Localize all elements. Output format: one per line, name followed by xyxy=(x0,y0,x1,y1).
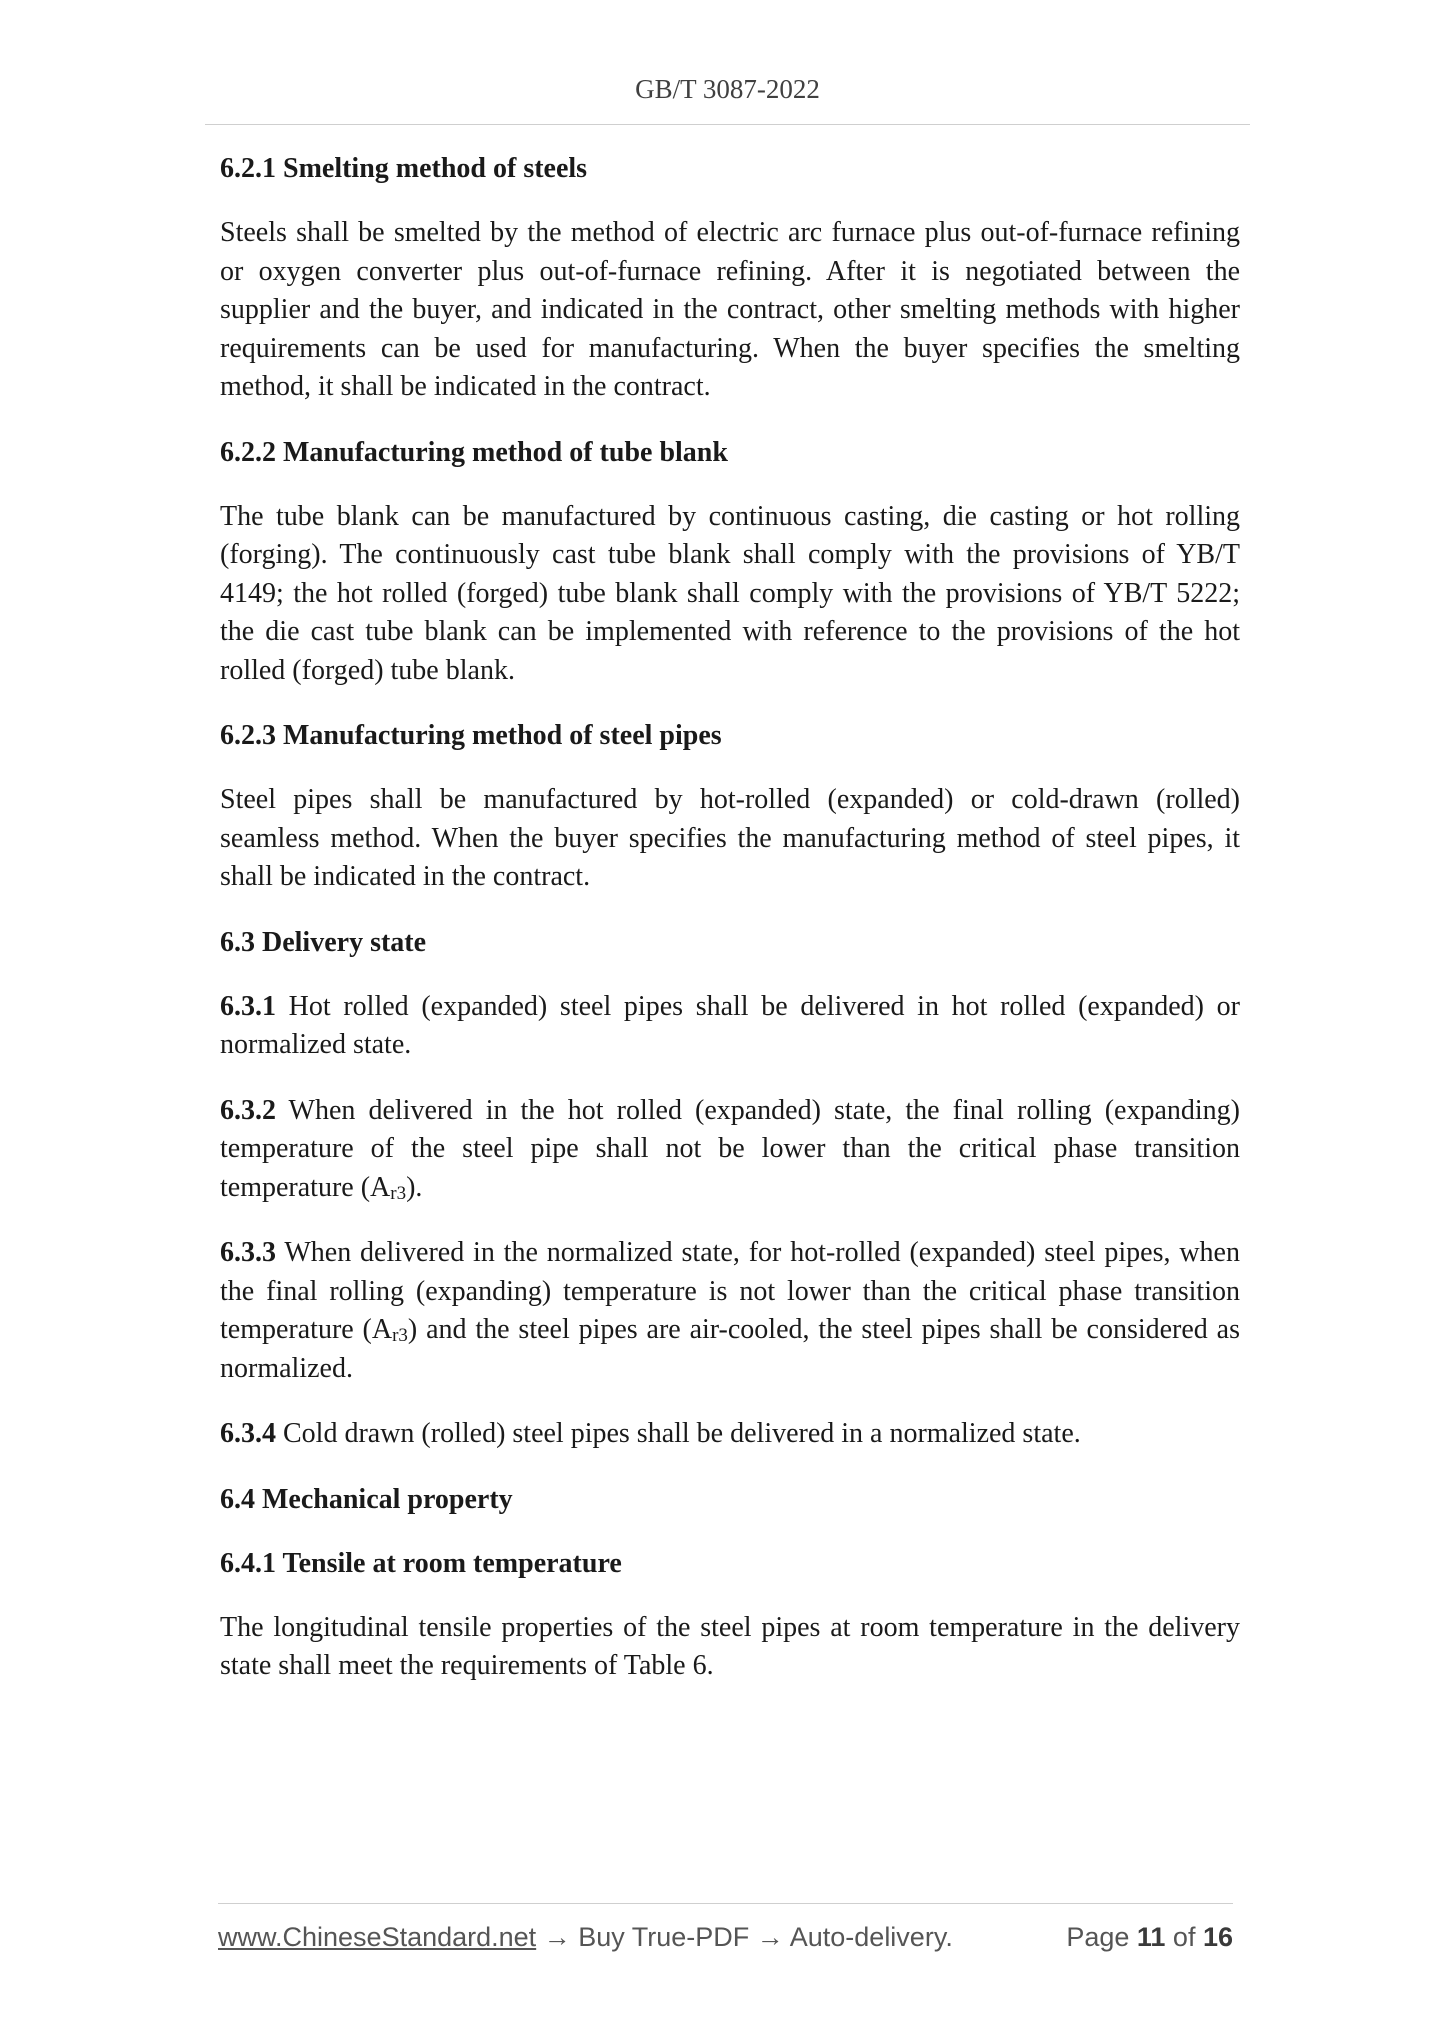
heading-6-2-3: 6.2.3 Manufacturing method of steel pipes xyxy=(220,720,722,751)
paragraph-6-3-1 xyxy=(220,988,1240,1065)
heading-6-2-2: 6.2.2 Manufacturing method of tube blank xyxy=(220,436,728,468)
heading-6-4-1: 6.4.1 Tensile at room temperature xyxy=(220,1547,622,1579)
document-body xyxy=(220,150,1240,1713)
paragraph-6-2-3: Steel pipes shall be manufactured by hot-rolled (expanded) or cold-drawn (rolled) seamless method. When the buyer specifies the manufacturing method of steel pipes, it shall be indicated in the contract. xyxy=(220,784,1240,892)
page-label: Page xyxy=(1066,1922,1137,1952)
clause-number: 6.3.1 xyxy=(220,990,276,1022)
page-number xyxy=(1066,1922,1233,1953)
paragraph-6-3-3 xyxy=(220,1234,1240,1388)
clause-number: 6.3.3 xyxy=(220,1237,276,1268)
clause-text: Cold drawn (rolled) steel pipes shall be delivered in a normalized state. xyxy=(276,1418,1081,1449)
website-link[interactable]: www.ChineseStandard.net xyxy=(218,1922,537,1952)
page-total: 16 xyxy=(1202,1922,1233,1952)
clause-text: When delivered in the hot rolled (expanded) state, the final rolling (expanding) temperature of the steel pipe shall not be lower than the critical phase transition temperature (A xyxy=(220,1094,1240,1203)
page-header xyxy=(205,64,1250,125)
clause-text-end: ) and the steel pipes are air-cooled, the steel pipes shall be considered as normalized. xyxy=(220,1314,1240,1384)
footer-promo xyxy=(218,1922,953,1953)
page-of: of xyxy=(1165,1922,1203,1952)
document-id: GB/T 3087-2022 xyxy=(635,74,820,104)
footer-tagline: → Buy True-PDF → Auto-delivery. xyxy=(536,1922,953,1952)
clause-text: Hot rolled (expanded) steel pipes shall be delivered in hot rolled (expanded) or normalized state. xyxy=(220,990,1240,1060)
subscript: r3 xyxy=(390,1182,407,1204)
clause-text: When delivered in the normalized state, for hot-rolled (expanded) steel pipes, when the final rolling (expanding) temperature is not lower than the critical phase transition temperature (A xyxy=(220,1237,1240,1345)
heading-6-4: 6.4 Mechanical property xyxy=(220,1483,513,1515)
page-current: 11 xyxy=(1136,1922,1166,1952)
clause-text-end: ). xyxy=(406,1171,423,1203)
heading-6-2-1: 6.2.1 Smelting method of steels xyxy=(220,153,588,184)
subscript: r3 xyxy=(392,1325,408,1346)
paragraph-6-3-2 xyxy=(220,1092,1240,1208)
paragraph-6-2-1: Steels shall be smelted by the method of electric arc furnace plus out-of-furnace refining or oxygen converter plus out-of-furnace refining. After it is negotiated between the supplier and the buyer, and indicated in the contract, other smelting methods with higher requirements can be used for manufacturing. When the buyer specifies the smelting method, it shall be indicated in the contract. xyxy=(220,217,1240,402)
page-footer xyxy=(218,1903,1233,1953)
clause-number: 6.3.2 xyxy=(220,1094,276,1126)
clause-number: 6.3.4 xyxy=(220,1418,276,1449)
paragraph-6-3-4 xyxy=(220,1415,1240,1454)
heading-6-3: 6.3 Delivery state xyxy=(220,926,427,958)
paragraph-6-2-2: The tube blank can be manufactured by continuous casting, die casting or hot rolling (forging). The continuously cast tube blank shall comply with the provisions of YB/T 4149; the hot rolled (forged) tube blank shall comply with the provisions of YB/T 5222; the die cast tube blank can be implemented with reference to the provisions of the hot rolled (forged) tube blank. xyxy=(220,500,1240,686)
paragraph-6-4-1: The longitudinal tensile properties of the steel pipes at room temperature in the delivery state shall meet the requirements of Table 6. xyxy=(220,1611,1240,1681)
